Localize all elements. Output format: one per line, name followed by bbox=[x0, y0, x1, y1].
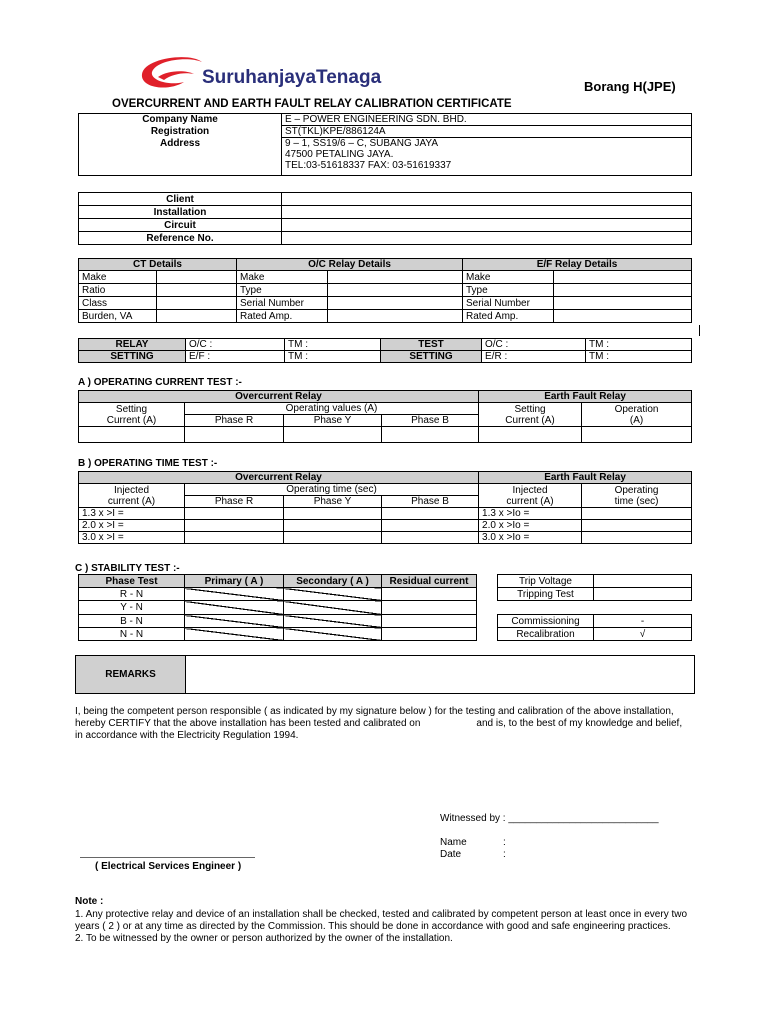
logo-swoosh-icon bbox=[138, 52, 408, 94]
phase-y-header: Phase Y bbox=[284, 415, 382, 427]
relay-test-setting-table bbox=[78, 338, 692, 363]
certification-statement bbox=[75, 706, 695, 742]
stability-test-table bbox=[78, 574, 477, 641]
oc-relay-details-header: O/C Relay Details bbox=[237, 259, 463, 271]
oc-make-label: Make bbox=[237, 271, 328, 284]
company-table bbox=[78, 113, 692, 176]
ef-time-2[interactable] bbox=[582, 520, 692, 532]
test-setting-label-2: SETTING bbox=[381, 351, 482, 363]
ef-relay-time-header: Earth Fault Relay bbox=[479, 472, 692, 484]
ef-operation-input[interactable] bbox=[582, 427, 692, 443]
time-phase-b-header: Phase B bbox=[382, 496, 479, 508]
note-line-1: 1. Any protective relay and device of an installation shall be checked, tested and calibrated by competent person at least once in every two bbox=[75, 909, 688, 920]
oc-rated-amp-input[interactable] bbox=[328, 310, 463, 323]
ef-rated-amp-input[interactable] bbox=[554, 310, 692, 323]
relay-details-table bbox=[78, 258, 692, 323]
setting-current-line-1: Setting bbox=[115, 403, 148, 415]
form-code: Borang H(JPE) bbox=[584, 79, 676, 94]
injected-row-3: 3.0 x >I = bbox=[79, 532, 185, 544]
oc-make-input[interactable] bbox=[328, 271, 463, 284]
primary-n-n[interactable] bbox=[185, 628, 284, 641]
operating-time-table bbox=[78, 471, 692, 544]
ef-injected-row-3: 3.0 x >Io = bbox=[479, 532, 582, 544]
trip-table bbox=[497, 574, 692, 601]
phase-test-y-n: Y - N bbox=[79, 601, 185, 615]
test-setting-label: TEST bbox=[381, 339, 482, 351]
certification-line-1: I, being the competent person responsible ( as indicated by my signature below ) for the testing and calibration of the above installation, bbox=[75, 706, 674, 717]
time-b-2[interactable] bbox=[382, 520, 479, 532]
oc-relay-time-header: Overcurrent Relay bbox=[79, 472, 479, 484]
setting-current-input[interactable] bbox=[79, 427, 185, 443]
injected-current-header bbox=[79, 484, 185, 508]
margin-mark bbox=[699, 325, 700, 336]
injected-line-1: Injected bbox=[113, 484, 150, 496]
ef-setting-current-line-1: Setting bbox=[514, 403, 546, 415]
secondary-header: Secondary ( A ) bbox=[284, 575, 382, 588]
commissioning-table bbox=[497, 614, 692, 641]
ef-injected-line-1: Injected bbox=[512, 484, 548, 496]
section-c-title: C ) STABILITY TEST :- bbox=[75, 563, 180, 574]
tripping-test-input[interactable] bbox=[594, 588, 692, 601]
address-line-2: 47500 PETALING JAYA. bbox=[285, 149, 394, 160]
circuit-input[interactable] bbox=[282, 219, 692, 232]
time-phase-y-header: Phase Y bbox=[284, 496, 382, 508]
ef-operating-line-1: Operating bbox=[614, 484, 659, 496]
ct-class-input[interactable] bbox=[157, 297, 237, 310]
certification-line-2 bbox=[75, 718, 695, 730]
commissioning-mark[interactable]: - bbox=[594, 615, 692, 628]
primary-y-n[interactable] bbox=[185, 601, 284, 615]
test-er-setting[interactable]: E/R : bbox=[482, 351, 586, 363]
notes-body bbox=[75, 909, 715, 945]
ef-serial-label: Serial Number bbox=[463, 297, 554, 310]
engineer-signature-line[interactable] bbox=[80, 857, 255, 858]
secondary-y-n[interactable] bbox=[284, 601, 382, 615]
phase-test-header: Phase Test bbox=[79, 575, 185, 588]
ef-injected-line-2: current (A) bbox=[506, 495, 554, 507]
oc-type-label: Type bbox=[237, 284, 328, 297]
client-label: Client bbox=[79, 193, 282, 206]
ct-ratio-input[interactable] bbox=[157, 284, 237, 297]
residual-b-n[interactable] bbox=[382, 615, 477, 628]
ef-setting-current-input[interactable] bbox=[479, 427, 582, 443]
setting-current-header bbox=[79, 403, 185, 427]
ct-make-input[interactable] bbox=[157, 271, 237, 284]
test-oc-setting[interactable]: O/C : bbox=[482, 339, 586, 351]
remarks-input[interactable] bbox=[186, 656, 695, 694]
ef-operating-time-header bbox=[582, 484, 692, 508]
commissioning-label: Commissioning bbox=[498, 615, 594, 628]
ef-setting-current-line-2: Current (A) bbox=[505, 414, 555, 426]
trip-voltage-input[interactable] bbox=[594, 575, 692, 588]
ef-make-input[interactable] bbox=[554, 271, 692, 284]
reference-no-label: Reference No. bbox=[79, 232, 282, 245]
primary-r-n[interactable] bbox=[185, 588, 284, 601]
installation-input[interactable] bbox=[282, 206, 692, 219]
secondary-r-n[interactable] bbox=[284, 588, 382, 601]
witnessed-by[interactable]: Witnessed by : ___________________________ bbox=[440, 813, 659, 824]
primary-header: Primary ( A ) bbox=[185, 575, 284, 588]
ef-rated-amp-label: Rated Amp. bbox=[463, 310, 554, 323]
note-line-2: years ( 2 ) or at any time as directed by the Commission. This should be done in accordance with good and safe engineering practices. bbox=[75, 921, 671, 932]
certification-line-3: in accordance with the Electricity Regulation 1994. bbox=[75, 730, 299, 741]
oc-serial-label: Serial Number bbox=[237, 297, 328, 310]
residual-n-n[interactable] bbox=[382, 628, 477, 641]
logo-text: SuruhanjayaTenaga bbox=[202, 67, 382, 88]
phase-r-value-input[interactable] bbox=[185, 427, 284, 443]
phase-test-b-n: B - N bbox=[79, 615, 185, 628]
ef-injected-current-header bbox=[479, 484, 582, 508]
ct-details-header: CT Details bbox=[79, 259, 237, 271]
ef-time-3[interactable] bbox=[582, 532, 692, 544]
section-a-title: A ) OPERATING CURRENT TEST :- bbox=[78, 377, 242, 388]
injected-row-1: 1.3 x >I = bbox=[79, 508, 185, 520]
installation-label: Installation bbox=[79, 206, 282, 219]
recalibration-label: Recalibration bbox=[498, 628, 594, 641]
injected-row-2: 2.0 x >I = bbox=[79, 520, 185, 532]
ef-relay-details-header: E/F Relay Details bbox=[463, 259, 692, 271]
ef-relay-header: Earth Fault Relay bbox=[479, 391, 692, 403]
operation-line-1: Operation bbox=[614, 403, 659, 415]
oc-rated-amp-label: Rated Amp. bbox=[237, 310, 328, 323]
witness-name-label: Name bbox=[440, 837, 467, 848]
time-phase-r-header: Phase R bbox=[185, 496, 284, 508]
ct-class-label: Class bbox=[79, 297, 157, 310]
ef-type-label: Type bbox=[463, 284, 554, 297]
phase-y-value-input[interactable] bbox=[284, 427, 382, 443]
witness-date-label: Date bbox=[440, 849, 462, 860]
phase-b-value-input[interactable] bbox=[382, 427, 479, 443]
time-b-3[interactable] bbox=[382, 532, 479, 544]
trip-voltage-label: Trip Voltage bbox=[498, 575, 594, 588]
secondary-b-n[interactable] bbox=[284, 615, 382, 628]
time-y-3[interactable] bbox=[284, 532, 382, 544]
registration-value: ST(TKL)KPE/886124A bbox=[282, 126, 692, 138]
time-r-3[interactable] bbox=[185, 532, 284, 544]
secondary-n-n[interactable] bbox=[284, 628, 382, 641]
phase-b-header: Phase B bbox=[382, 415, 479, 427]
ef-setting-current-header bbox=[479, 403, 582, 427]
test-er-tm[interactable]: TM : bbox=[586, 351, 692, 363]
note-title: Note : bbox=[75, 896, 104, 907]
operating-time-header: Operating time (sec) bbox=[185, 484, 479, 496]
test-oc-tm[interactable]: TM : bbox=[586, 339, 692, 351]
oc-type-input[interactable] bbox=[328, 284, 463, 297]
client-input[interactable] bbox=[282, 193, 692, 206]
engineer-label: ( Electrical Services Engineer ) bbox=[95, 861, 242, 872]
relay-ef-setting[interactable]: E/F : bbox=[186, 351, 285, 363]
setting-current-line-2: Current (A) bbox=[106, 414, 157, 426]
certification-line-2a: hereby CERTIFY that the above installation has been tested and calibrated on bbox=[75, 718, 421, 729]
document-title: OVERCURRENT AND EARTH FAULT RELAY CALIBRATION CERTIFICATE bbox=[112, 98, 512, 110]
injected-line-2: current (A) bbox=[107, 495, 156, 507]
ef-type-input[interactable] bbox=[554, 284, 692, 297]
certification-line-2b: and is, to the best of my knowledge and belief, bbox=[476, 718, 683, 729]
address-line-3: TEL:03-51618337 FAX: 03-51619337 bbox=[285, 160, 452, 171]
relay-setting-label-2: SETTING bbox=[79, 351, 186, 363]
address-value bbox=[282, 138, 692, 176]
primary-b-n[interactable] bbox=[185, 615, 284, 628]
residual-r-n[interactable] bbox=[382, 588, 477, 601]
phase-r-header: Phase R bbox=[185, 415, 284, 427]
operation-header bbox=[582, 403, 692, 427]
remarks-label: REMARKS bbox=[76, 656, 186, 694]
ef-time-1[interactable] bbox=[582, 508, 692, 520]
phase-test-r-n: R - N bbox=[79, 588, 185, 601]
relay-ef-tm[interactable]: TM : bbox=[285, 351, 381, 363]
address-label: Address bbox=[159, 137, 200, 149]
ef-serial-input[interactable] bbox=[554, 297, 692, 310]
ef-operating-line-2: time (sec) bbox=[614, 495, 659, 507]
witness-date-colon: : bbox=[503, 849, 506, 860]
residual-y-n[interactable] bbox=[382, 601, 477, 615]
relay-oc-setting[interactable]: O/C : bbox=[186, 339, 285, 351]
phase-test-n-n: N - N bbox=[79, 628, 185, 641]
oc-serial-input[interactable] bbox=[328, 297, 463, 310]
witness-name-colon: : bbox=[503, 837, 506, 848]
operation-line-2: (A) bbox=[629, 414, 644, 426]
ef-make-label: Make bbox=[463, 271, 554, 284]
recalibration-mark[interactable]: √ bbox=[594, 628, 692, 641]
oc-relay-header: Overcurrent Relay bbox=[79, 391, 479, 403]
note-line-3: 2. To be witnessed by the owner or person authorized by the owner of the installation. bbox=[75, 933, 453, 944]
address-line-1: 9 – 1, SS19/6 – C, SUBANG JAYA bbox=[285, 138, 439, 149]
ct-burden-input[interactable] bbox=[157, 310, 237, 323]
time-b-1[interactable] bbox=[382, 508, 479, 520]
relay-oc-tm[interactable]: TM : bbox=[285, 339, 381, 351]
time-y-2[interactable] bbox=[284, 520, 382, 532]
section-b-title: B ) OPERATING TIME TEST :- bbox=[78, 458, 218, 469]
ct-ratio-label: Ratio bbox=[79, 284, 157, 297]
ef-injected-row-2: 2.0 x >Io = bbox=[479, 520, 582, 532]
ef-injected-row-1: 1.3 x >Io = bbox=[479, 508, 582, 520]
ct-make-label: Make bbox=[79, 271, 157, 284]
time-y-1[interactable] bbox=[284, 508, 382, 520]
remarks-table bbox=[75, 655, 695, 694]
operating-current-table bbox=[78, 390, 692, 443]
residual-current-header: Residual current bbox=[382, 575, 477, 588]
circuit-label: Circuit bbox=[79, 219, 282, 232]
company-name-value: E – POWER ENGINEERING SDN. BHD. bbox=[282, 114, 692, 126]
suruhanjaya-tenaga-logo bbox=[138, 52, 408, 94]
relay-setting-label: RELAY bbox=[79, 339, 186, 351]
ct-burden-label: Burden, VA bbox=[79, 310, 157, 323]
time-r-2[interactable] bbox=[185, 520, 284, 532]
tripping-test-label: Tripping Test bbox=[498, 588, 594, 601]
time-r-1[interactable] bbox=[185, 508, 284, 520]
reference-no-input[interactable] bbox=[282, 232, 692, 245]
client-table bbox=[78, 192, 692, 245]
registration-label: Registration bbox=[150, 126, 210, 137]
company-name-label: Company Name bbox=[142, 114, 218, 126]
operating-values-header: Operating values (A) bbox=[185, 403, 479, 415]
